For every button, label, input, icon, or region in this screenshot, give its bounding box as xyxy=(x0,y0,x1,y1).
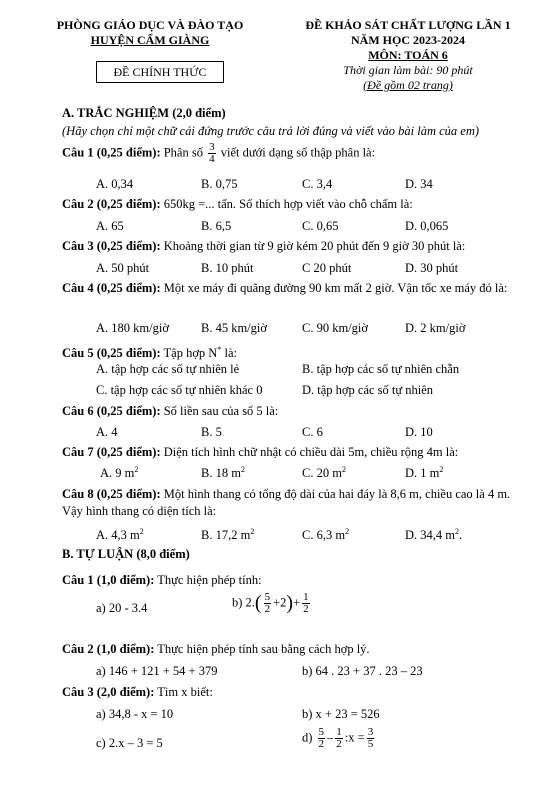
school-year: NĂM HỌC 2023-2024 xyxy=(351,33,465,47)
question-1 xyxy=(62,142,517,165)
essay-question-2 xyxy=(62,641,517,658)
option-b[interactable]: B. 6,5 xyxy=(201,219,232,233)
question-text: Thực hiện phép tính sau bằng cách hợp lý. xyxy=(157,642,370,656)
question-text: Diện tích hình chữ nhật có chiều dài 5m, chiều rộng 4m là: xyxy=(163,445,459,459)
question-text: Thực hiện phép tính: xyxy=(157,573,262,587)
option-c[interactable]: C. 0,65 xyxy=(302,219,339,233)
denominator: 4 xyxy=(209,153,215,165)
question-7 xyxy=(62,444,517,461)
question-label: Câu 2 (0,25 điểm): xyxy=(62,197,161,211)
question-label: Câu 5 (0,25 điểm): xyxy=(62,346,161,361)
option-c[interactable]: C. 6,3 $m^2$ xyxy=(302,527,350,543)
option-d[interactable]: D. 1 $m^2$ xyxy=(405,465,444,481)
option-b[interactable]: B. 45 km/giờ xyxy=(201,321,267,335)
option-b[interactable]: B. 0,75 xyxy=(201,177,238,191)
option-a[interactable]: A. 50 phút xyxy=(96,261,150,275)
essay-1-parts xyxy=(96,591,536,626)
part-c: c) 2.x – 3 = 5 xyxy=(96,736,163,750)
essay-question-1 xyxy=(62,572,517,589)
question-text: viết dưới dạng số thập phân là: xyxy=(220,145,376,160)
superscript: * xyxy=(217,345,222,354)
question-label: Câu 1 (1,0 điểm): xyxy=(62,573,155,587)
part-b: b) x + 23 = 526 xyxy=(302,707,380,721)
option-d[interactable]: D. tập hợp các số tự nhiên xyxy=(302,383,434,397)
question-label: Câu 3 (0,25 điểm): xyxy=(62,239,161,253)
numerator: 3 xyxy=(209,141,215,153)
question-3 xyxy=(62,238,517,255)
part-a: a) 20 - 3.4 xyxy=(96,601,148,615)
section-a-title: A. TRẮC NGHIỆM (2,0 điểm) xyxy=(62,106,226,120)
header-right xyxy=(288,18,528,93)
question-label: Câu 1 (0,25 điểm): xyxy=(62,145,161,160)
page-count: (Đề gồm 02 trang) xyxy=(363,78,453,92)
option-d[interactable]: D. 34,4 $m^2$. xyxy=(405,527,463,543)
question-text: Phân số xyxy=(163,145,203,160)
question-label: Câu 2 (1,0 điểm): xyxy=(62,642,155,656)
question-8 xyxy=(62,486,517,520)
question-label: Câu 4 (0,25 điểm): xyxy=(62,281,161,295)
question-label: Câu 6 (0,25 điểm): xyxy=(62,404,161,418)
question-text: là: xyxy=(224,346,237,361)
exam-time: Thời gian làm bài: 90 phút xyxy=(343,63,473,77)
question-6 xyxy=(62,403,517,420)
section-a-note: (Hãy chọn chỉ một chữ cái đứng trước câu trả lời đúng và viết vào bài làm của em) xyxy=(62,124,480,138)
option-d[interactable]: D. 0,065 xyxy=(405,219,449,233)
question-text: Tập hợp N xyxy=(163,346,218,361)
question-text: Một xe máy đi quãng đường 90 km mất 2 giờ. Vận tốc xe máy đó là: xyxy=(163,281,508,295)
question-2 xyxy=(62,196,517,213)
fraction xyxy=(208,142,216,165)
option-a[interactable]: A. 9 $m^2$ xyxy=(100,465,139,481)
option-c[interactable]: C. tập hợp các số tự nhiên khác 0 xyxy=(96,383,263,397)
subject: MÔN: TOÁN 6 xyxy=(368,48,448,62)
header-left xyxy=(50,18,250,48)
option-c[interactable]: C. 90 km/giờ xyxy=(302,321,368,335)
question-label: Câu 3 (2,0 điểm): xyxy=(62,685,155,699)
part-d: d) $\frac{5}{2}$ – $\frac{1}{2}$ :x = $\frac{3}{5}$ xyxy=(302,726,374,750)
option-a[interactable]: A. 0,34 xyxy=(96,177,134,191)
question-text: Một hình thang có tổng độ dài của hai đáy là 8,6 m, chiều cao là 4 m. Vậy hình thang có diện tích là: xyxy=(62,487,511,518)
option-d[interactable]: D. 30 phút xyxy=(405,261,459,275)
department-name: PHÒNG GIÁO DỤC VÀ ĐÀO TẠO xyxy=(56,18,244,32)
option-b[interactable]: B. 5 xyxy=(201,425,222,439)
question-label: Câu 7 (0,25 điểm): xyxy=(62,445,161,459)
exam-title: ĐỀ KHẢO SÁT CHẤT LƯỢNG LẦN 1 xyxy=(305,18,511,32)
section-b-title: B. TỰ LUẬN (8,0 điểm) xyxy=(62,547,190,561)
option-d[interactable]: D. 10 xyxy=(405,425,433,439)
option-a[interactable]: A. 65 xyxy=(96,219,124,233)
question-text: Tìm x biết: xyxy=(157,685,213,699)
part-b: b) 64 . 23 + 37 . 23 – 23 xyxy=(302,664,423,678)
question-4 xyxy=(62,280,517,297)
district-name: HUYỆN CẨM GIÀNG xyxy=(90,33,210,47)
option-a[interactable]: A. 4,3 $m^2$ xyxy=(96,527,144,543)
question-text: 650kg =... tấn. Số thích hợp viết vào chỗ chấm là: xyxy=(163,197,413,211)
option-c[interactable]: C 20 phút xyxy=(302,261,352,275)
option-a[interactable]: A. 180 km/giờ xyxy=(96,321,169,335)
option-c[interactable]: C. 6 xyxy=(302,425,323,439)
official-badge: ĐỀ CHÍNH THỨC xyxy=(96,61,224,83)
option-b[interactable]: B. 18 $m^2$ xyxy=(201,465,245,481)
option-c[interactable]: C. 20 $m^2$ xyxy=(302,465,346,481)
part-b: b) 2.( $\frac{5}{2}$ +2)+ $\frac{1}{2}$ xyxy=(232,591,309,615)
option-a[interactable]: A. 4 xyxy=(96,425,118,439)
option-d[interactable]: D. 34 xyxy=(405,177,433,191)
option-a[interactable]: A. tập hợp các số tự nhiên lẻ xyxy=(96,362,240,376)
option-b[interactable]: B. 17,2 $m^2$ xyxy=(201,527,255,543)
option-b[interactable]: B. 10 phút xyxy=(201,261,254,275)
part-a: a) 146 + 121 + 54 + 379 xyxy=(96,664,218,678)
option-d[interactable]: D. 2 km/giờ xyxy=(405,321,466,335)
essay-question-3 xyxy=(62,684,517,701)
option-b[interactable]: B. tập hợp các số tự nhiên chẵn xyxy=(302,362,460,376)
question-label: Câu 8 (0,25 điểm): xyxy=(62,487,161,501)
question-text: Số liền sau của số 5 là: xyxy=(163,404,279,418)
option-c[interactable]: C. 3,4 xyxy=(302,177,333,191)
question-text: Khoảng thời gian từ 9 giờ kém 20 phút đến 9 giờ 30 phút là: xyxy=(163,239,466,253)
part-a: a) 34,8 - x = 10 xyxy=(96,707,174,721)
question-5 xyxy=(62,341,517,362)
essay-3-parts-cd xyxy=(96,726,536,765)
